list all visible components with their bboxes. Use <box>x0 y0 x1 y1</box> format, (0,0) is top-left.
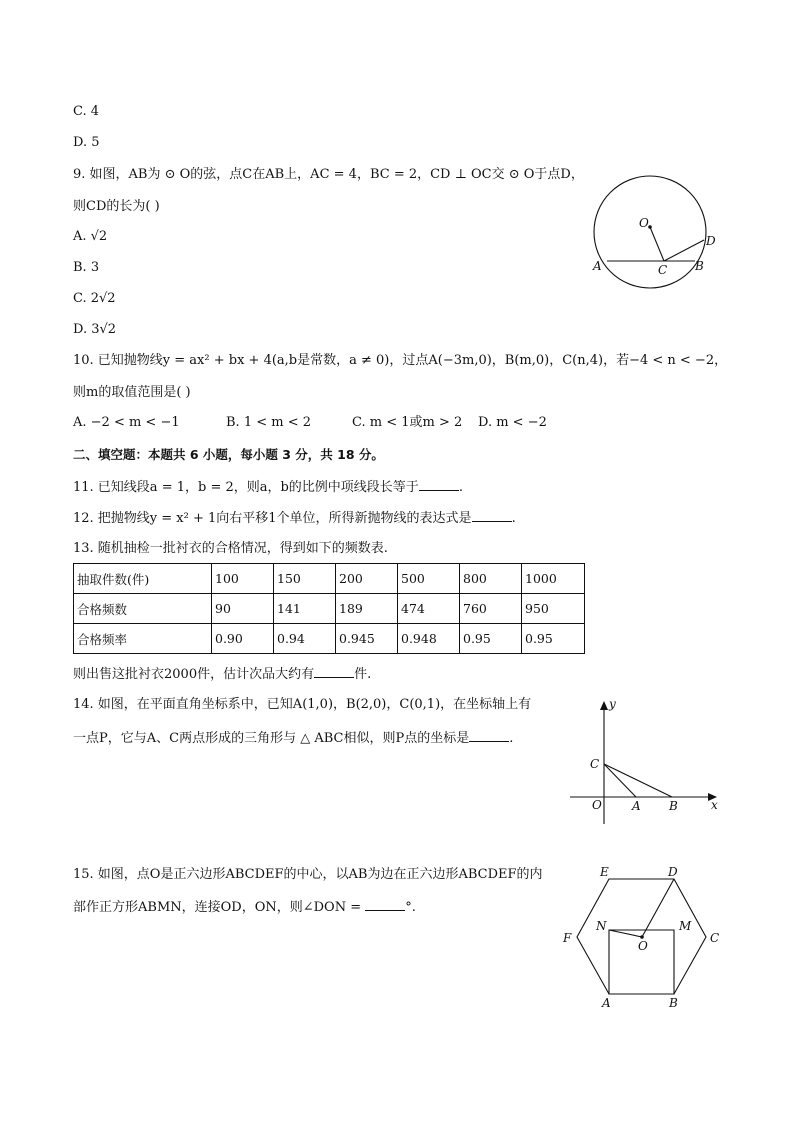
q15-hexagon-figure <box>558 860 728 1012</box>
q15-stem-line2 <box>73 898 416 916</box>
table-cell: 150 <box>274 564 336 594</box>
q14-label-c: C <box>590 757 600 771</box>
table-cell: 760 <box>460 594 522 624</box>
q10-option-c: C. m < 1或m > 2 <box>352 415 463 430</box>
table-cell: 200 <box>336 564 398 594</box>
q15-segment-od <box>642 879 674 937</box>
table-cell: 0.945 <box>336 624 398 654</box>
q11-text: 11. 已知线段a = 1，b = 2，则a，b的比例中项线段长等于 <box>73 480 419 495</box>
q15-label-n: N <box>596 919 607 933</box>
q12-text: 12. 把抛物线y = x² + 1向右平移1个单位，所得新抛物线的表达式是 <box>73 511 472 526</box>
q12-stem <box>73 509 516 527</box>
q9-label-c: C <box>658 263 668 277</box>
q12-end: . <box>511 511 516 526</box>
q9-option-d: D. 3√2 <box>73 322 117 337</box>
table-cell: 141 <box>274 594 336 624</box>
q14-text: 一点P，它与A、C两点形成的三角形与 △ ABC相似，则P点的坐标是 <box>73 731 470 746</box>
q15-label-c: C <box>710 931 720 945</box>
table-cell: 0.90 <box>212 624 274 654</box>
q15-segment-on <box>609 930 642 937</box>
table-cell: 0.95 <box>522 624 585 654</box>
q15-text: 部作正方形ABMN，连接OD，ON，则∠DON = <box>73 900 366 915</box>
q11-end: . <box>458 480 463 495</box>
table-cell: 90 <box>212 594 274 624</box>
q15-answer-blank[interactable] <box>365 898 405 911</box>
q15-label-a: A <box>602 996 611 1010</box>
q13-after-text: 则出售这批衬衣2000件，估计次品大约有 <box>73 667 315 682</box>
q9-stem-line2: 则CD的长为( ) <box>73 199 160 214</box>
q15-label-d: D <box>668 865 678 879</box>
q14-segment-ca <box>604 764 636 797</box>
q15-label-b: B <box>669 996 678 1010</box>
q10-option-a: A. −2 < m < −1 <box>73 415 180 430</box>
q14-coordinate-figure <box>565 692 730 827</box>
table-cell: 合格频数 <box>74 594 212 624</box>
section2-heading: 二、填空题：本题共 6 小题，每小题 3 分，共 18 分。 <box>73 447 384 462</box>
q9-option-a: A. √2 <box>73 229 108 244</box>
q15-end: °. <box>405 900 416 915</box>
q13-after-end: 件. <box>354 667 372 682</box>
table-cell: 0.948 <box>398 624 460 654</box>
q14-answer-blank[interactable] <box>469 729 509 742</box>
q14-stem-line1: 14. 如图，在平面直角坐标系中，已知A(1,0)，B(2,0)，C(0,1)，在坐标轴上有 <box>73 697 532 712</box>
q9-label-d: D <box>706 234 716 248</box>
q14-segment-cb <box>604 764 672 797</box>
q13-frequency-table <box>73 563 585 654</box>
q9-label-o: O <box>639 216 649 230</box>
q13-after-table <box>73 665 371 683</box>
table-cell: 500 <box>398 564 460 594</box>
table-cell: 189 <box>336 594 398 624</box>
q14-label-x: x <box>711 798 718 812</box>
table-cell: 950 <box>522 594 585 624</box>
q11-stem <box>73 478 463 496</box>
table-cell: 100 <box>212 564 274 594</box>
q15-label-m: M <box>679 919 692 933</box>
table-cell: 合格频率 <box>74 624 212 654</box>
q10-stem-line2: 则m的取值范围是( ) <box>73 385 191 400</box>
table-row <box>74 594 585 624</box>
table-cell: 抽取件数(件) <box>74 564 212 594</box>
q15-label-e: E <box>600 865 609 879</box>
q14-y-arrow <box>600 701 608 710</box>
q8-option-c: C. 4 <box>73 104 100 119</box>
q14-label-b: B <box>669 799 678 813</box>
table-row <box>74 564 585 594</box>
q10-option-b: B. 1 < m < 2 <box>226 415 312 430</box>
q9-segment-oc <box>650 227 664 261</box>
table-cell: 1000 <box>522 564 585 594</box>
q13-stem: 13. 随机抽检一批衬衣的合格情况，得到如下的频数表. <box>73 541 388 556</box>
q13-answer-blank[interactable] <box>314 665 354 678</box>
q14-label-y: y <box>609 697 616 711</box>
table-cell: 0.95 <box>460 624 522 654</box>
q12-answer-blank[interactable] <box>472 509 512 522</box>
q8-option-d: D. 5 <box>73 135 100 150</box>
q14-stem-line2 <box>73 729 513 747</box>
table-cell: 0.94 <box>274 624 336 654</box>
q15-stem-line1: 15. 如图，点O是正六边形ABCDEF的中心，以AB为边在正六边形ABCDEF的内 <box>73 867 543 882</box>
table-row <box>74 624 585 654</box>
q14-label-a: A <box>632 799 641 813</box>
q10-option-d: D. m < −2 <box>478 415 547 430</box>
q14-end: . <box>509 731 514 746</box>
q14-label-o: O <box>592 798 602 812</box>
q9-stem-line1: 9. 如图，AB为 ⊙ O的弦，点C在AB上，AC = 4，BC = 2，CD ⊥ OC交 ⊙ O于点D， <box>73 167 584 182</box>
q15-label-o: O <box>638 939 648 953</box>
q9-circle <box>594 176 706 288</box>
q9-label-b: B <box>695 259 704 273</box>
q9-circle-figure <box>585 175 735 295</box>
table-cell: 800 <box>460 564 522 594</box>
q9-label-a: A <box>593 259 602 273</box>
q10-stem-line1: 10. 已知抛物线y = ax² + bx + 4(a,b是常数，a ≠ 0)，过点A(−3m,0)，B(m,0)，C(n,4)，若−4 < n < −2， <box>73 353 728 368</box>
q9-option-b: B. 3 <box>73 260 100 275</box>
q11-answer-blank[interactable] <box>419 478 459 491</box>
q15-label-f: F <box>563 931 572 945</box>
q9-segment-cd <box>664 240 704 261</box>
table-cell: 474 <box>398 594 460 624</box>
q9-option-c: C. 2√2 <box>73 291 116 306</box>
